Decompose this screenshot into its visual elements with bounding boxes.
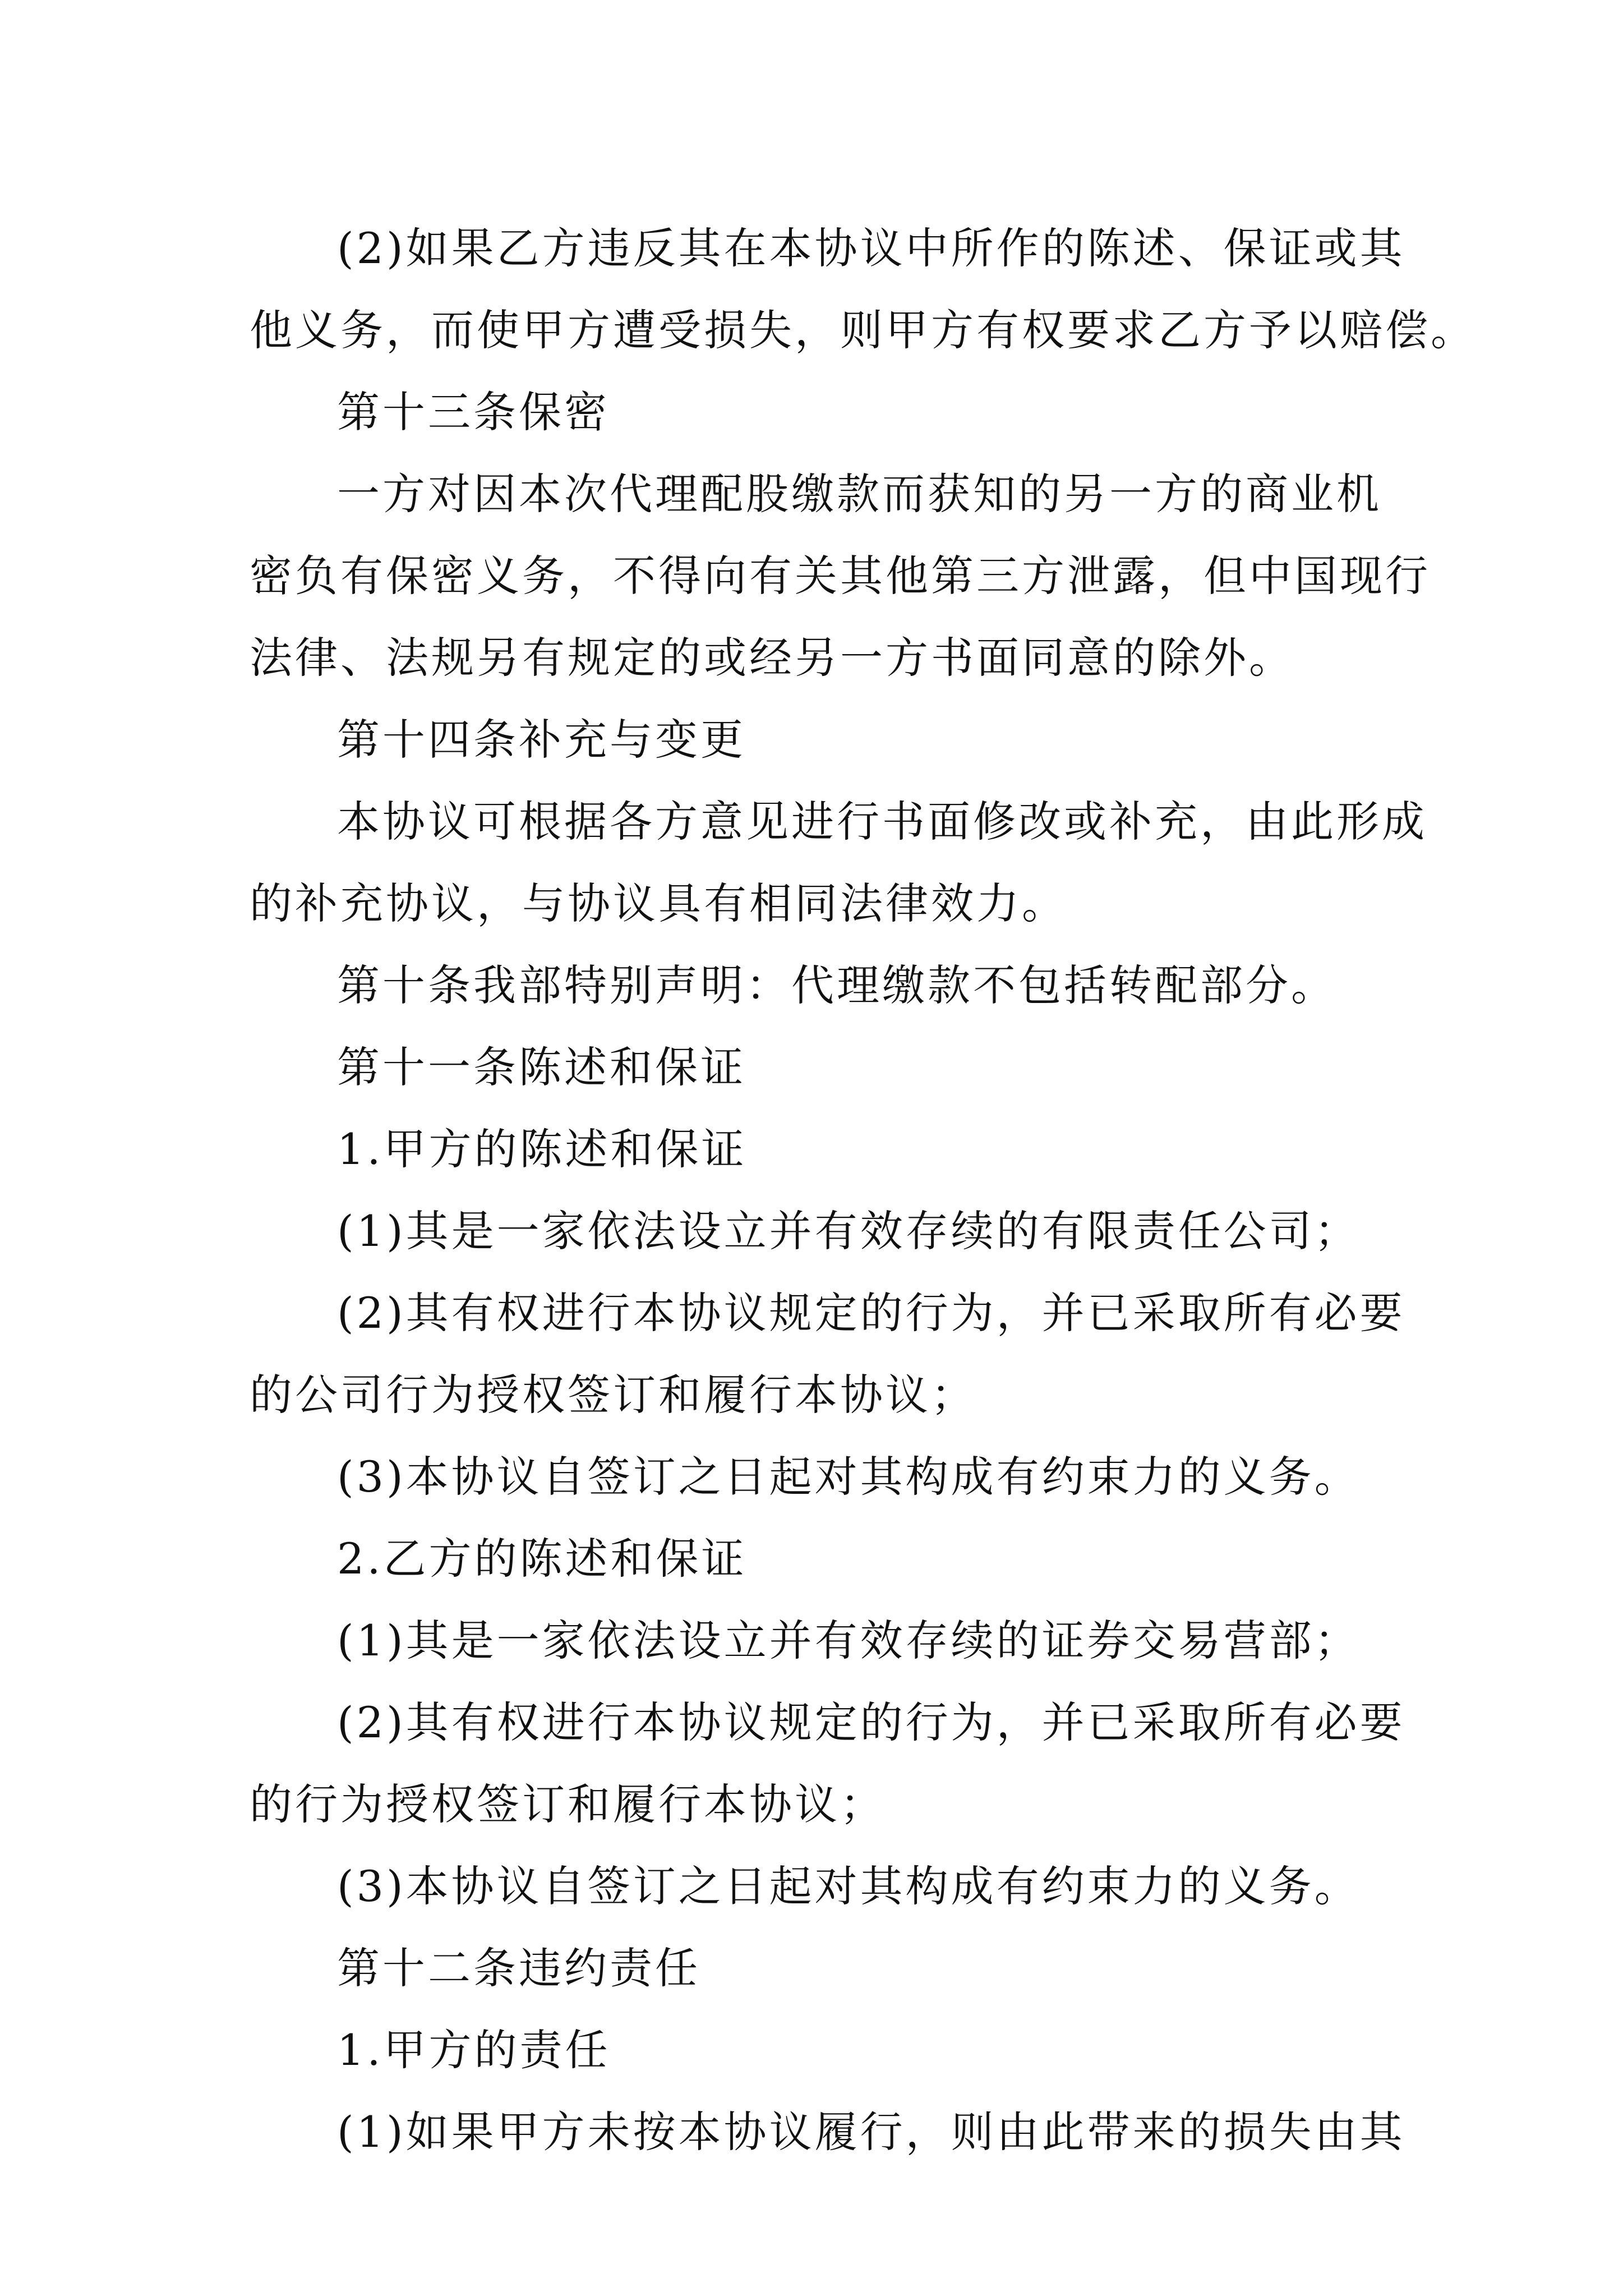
section-heading: 第十二条违约责任: [337, 1943, 700, 1993]
subsection-heading: 2.乙方的陈述和保证: [337, 1534, 747, 1584]
text-line: (3)本协议自签订之日起对其构成有约束力的义务。: [337, 1452, 1360, 1502]
text-line: 的行为授权签订和履行本协议；: [250, 1779, 886, 1829]
section-heading: 第十四条补充与变更: [337, 715, 746, 765]
text-line: 一方对因本次代理配股缴款而获知的另一方的商业机: [337, 469, 1382, 519]
text-line: (1)如果甲方未按本协议履行，则由此带来的损失由其: [337, 2107, 1405, 2157]
text-line: 密负有保密义务，不得向有关其他第三方泄露，但中国现行: [250, 551, 1431, 601]
text-line: 本协议可根据各方意见进行书面修改或补充，由此形成: [337, 797, 1427, 846]
text-line: (1)其是一家依法设立并有效存续的证券交易营部；: [337, 1616, 1360, 1665]
text-line: (2)其有权进行本协议规定的行为，并已采取所有必要: [337, 1697, 1405, 1747]
text-line: (1)其是一家依法设立并有效存续的有限责任公司；: [337, 1206, 1360, 1256]
text-line: (2)如果乙方违反其在本协议中所作的陈述、保证或其: [337, 223, 1405, 273]
subsection-heading: 1.甲方的责任: [337, 2025, 611, 2075]
section-heading: 第十一条陈述和保证: [337, 1042, 746, 1092]
document-body: [250, 208, 1476, 2173]
text-line: (2)其有权进行本协议规定的行为，并已采取所有必要: [337, 1288, 1405, 1338]
subsection-heading: 1.甲方的陈述和保证: [337, 1124, 747, 1174]
text-line: 的公司行为授权签订和履行本协议；: [250, 1370, 976, 1420]
text-line: 的补充协议，与协议具有相同法律效力。: [250, 878, 1067, 928]
section-heading: 第十三条保密: [337, 387, 610, 437]
text-line: (3)本协议自签订之日起对其构成有约束力的义务。: [337, 1861, 1360, 1911]
text-line: 法律、法规另有规定的或经另一方书面同意的除外。: [250, 633, 1294, 683]
text-line: 他义务，而使甲方遭受损失，则甲方有权要求乙方予以赔偿。: [250, 305, 1476, 355]
text-line: 第十条我部特别声明：代理缴款不包括转配部分。: [337, 960, 1336, 1010]
